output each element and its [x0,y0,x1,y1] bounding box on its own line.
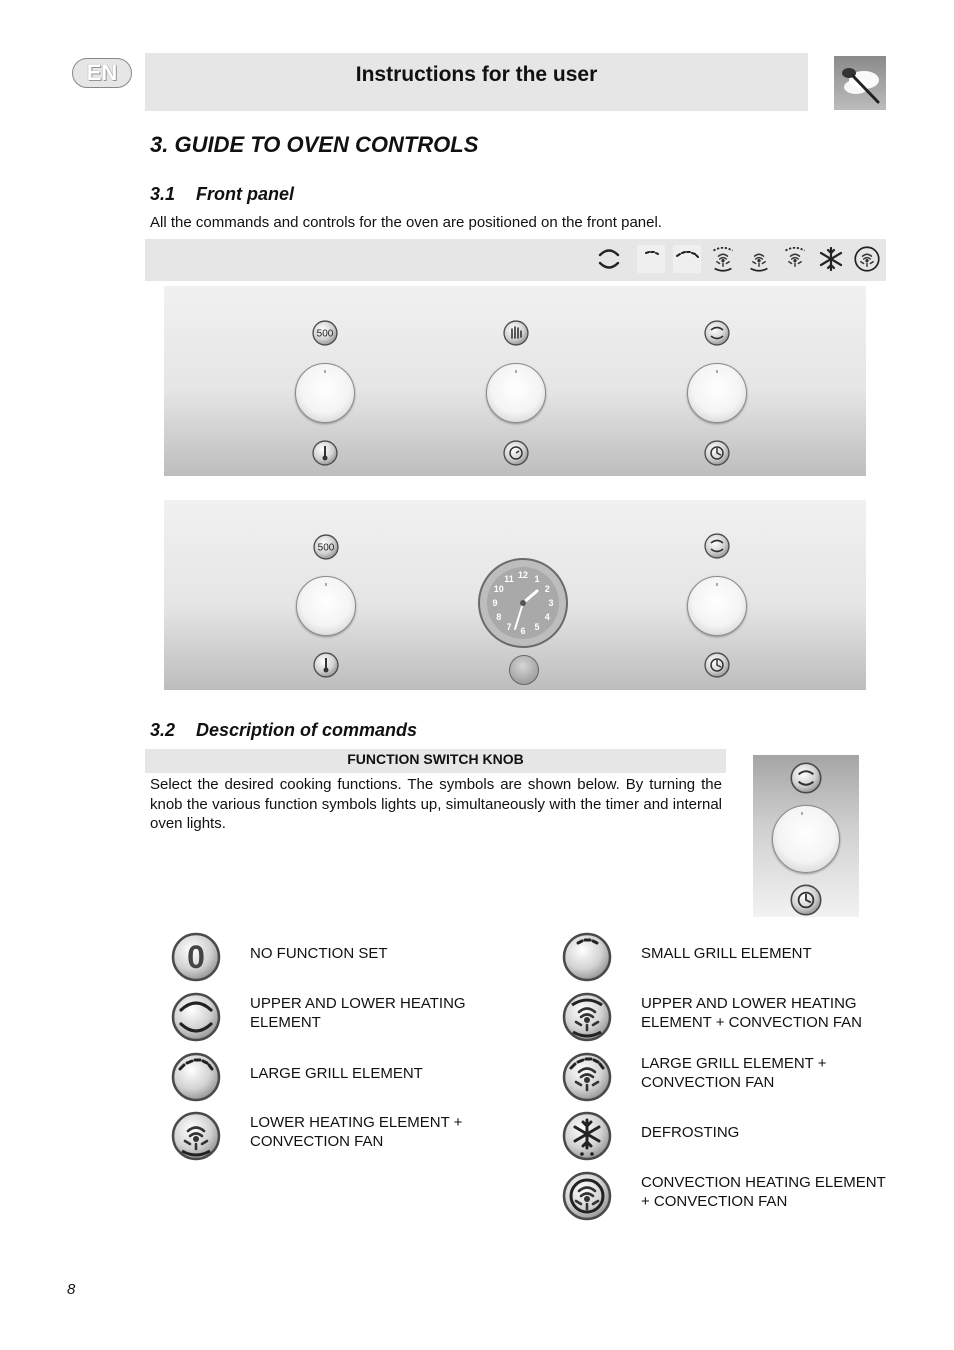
defrost-icon [562,1111,612,1161]
chef-spoon-logo-icon [834,56,886,110]
page-number: 8 [67,1281,76,1298]
function-knob-illustration [753,755,859,917]
upper-lower-heating-icon [171,992,221,1042]
function-label: CONVECTION HEATING ELEMENT + CONVECTION FAN [641,1174,886,1210]
function-label: SMALL GRILL ELEMENT [641,945,812,962]
function-symbol-icon [704,320,730,346]
timer-clock-icon [503,440,529,466]
clock-numeral: 1 [534,573,540,584]
subsection-number: 3.1 [150,184,176,204]
function-label: UPPER AND LOWER HEATING ELEMENT + CONVECTION FAN [641,995,863,1031]
clock-numeral: 2 [544,584,550,594]
small-grill-icon [637,245,665,273]
function-symbol-icon [790,762,822,794]
clock-numeral: 10 [493,584,504,594]
clock-numeral: 4 [544,612,550,622]
large-grill-icon [673,245,701,273]
thermometer-icon [312,440,338,466]
front-panel-top [164,286,866,476]
page-title: Instructions for the user [355,63,598,86]
subsection-description [150,720,417,741]
function-label: LOWER HEATING ELEMENT + CONVECTION FAN [250,1114,463,1150]
subsection-number: 3.2 [150,720,176,740]
temperature-500-icon [312,320,338,346]
function-selector-knob[interactable] [687,363,747,423]
subsection-front-panel [150,184,294,205]
clock-numeral: 11 [504,573,514,584]
clock-numeral: 5 [534,622,540,633]
large-grill-fan-icon [562,1052,612,1102]
lower-heating-fan-icon [171,1111,221,1161]
clock-numeral: 9 [492,598,498,608]
clock-numeral: 6 [520,626,526,636]
svg-text:500: 500 [316,328,334,340]
clock-numeral: 12 [517,570,529,580]
function-knob [772,805,840,873]
large-grill-icon [171,1052,221,1102]
clock-numeral: 7 [506,622,512,633]
timer-knob[interactable] [486,363,546,423]
front-panel-bottom [164,500,866,690]
function-label: LARGE GRILL ELEMENT + CONVECTION FAN [641,1055,827,1091]
function-label: NO FUNCTION SET [250,945,388,962]
lower-heating-fan-icon [745,245,773,273]
clock-indicator-icon [790,884,822,916]
function-symbol-strip [145,239,886,281]
svg-text:0: 0 [187,939,205,975]
clock-numeral: 3 [548,598,554,608]
thermostat-knob[interactable] [296,576,356,636]
zero-icon [171,932,221,982]
svg-text:500: 500 [317,542,335,554]
convection-fan-icon [853,245,881,273]
function-switch-description: Select the desired cooking functions. The symbols are shown below. By turning the knob the various function symbols lights up, simultaneously with the timer and internal oven lights. [150,776,722,832]
thermometer-icon [313,652,339,678]
large-grill-fan-icon [781,245,809,273]
subsection-title: Front panel [196,184,294,204]
subsection-title: Description of commands [196,720,418,740]
clock-indicator-icon [704,652,730,678]
front-panel-intro: All the commands and controls for the oven are positioned on the front panel. [150,214,662,231]
upper-lower-fan-icon [562,992,612,1042]
thermostat-knob[interactable] [295,363,355,423]
function-switch-heading: FUNCTION SWITCH KNOB [145,749,726,773]
small-grill-icon [562,932,612,982]
defrost-icon [817,245,845,273]
upper-lower-fan-icon [709,245,737,273]
function-selector-knob[interactable] [687,576,747,636]
section-title: 3. GUIDE TO OVEN CONTROLS [150,132,479,157]
function-label: DEFROSTING [641,1124,740,1141]
function-label: UPPER AND LOWER HEATING ELEMENT [250,995,466,1031]
upper-lower-heating-icon [595,245,623,273]
clock-indicator-icon [704,440,730,466]
function-symbol-icon [704,533,730,559]
clock-numeral: 8 [496,612,502,622]
temperature-500-icon [313,534,339,560]
language-badge: EN [72,58,132,88]
clock-adjust-knob[interactable] [509,655,539,685]
convection-fan-icon [562,1171,612,1221]
analog-clock [477,557,569,649]
function-label: LARGE GRILL ELEMENT [250,1065,423,1082]
manual-hand-icon [503,320,529,346]
